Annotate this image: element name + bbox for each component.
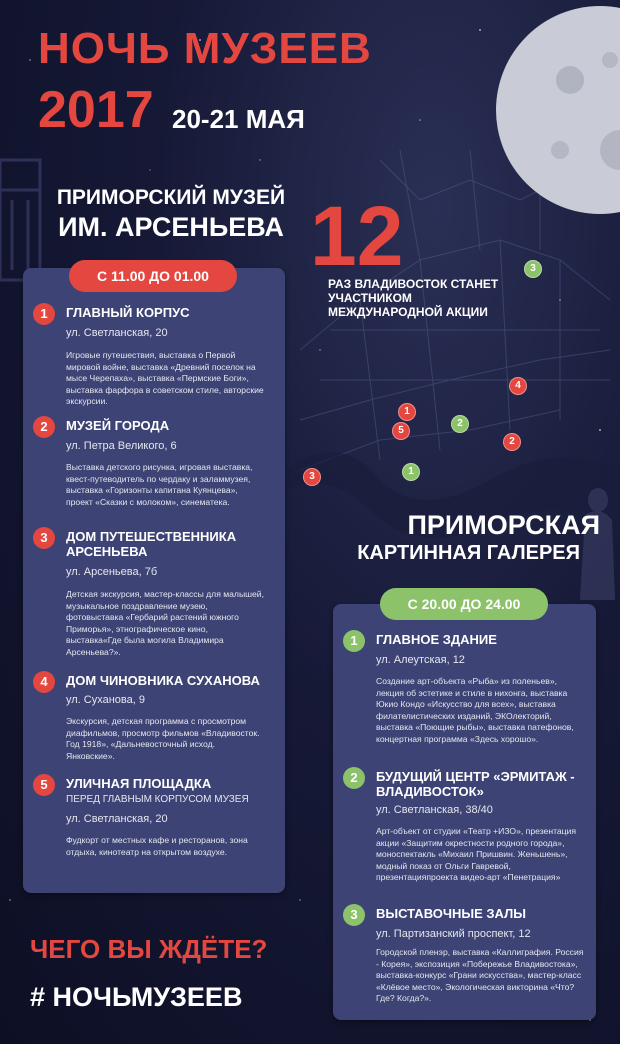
museum-name-line1: ПРИМОРСКИЙ МУЗЕЙ — [56, 186, 286, 209]
museum-item-address: ул. Суханова, 9 — [66, 694, 145, 706]
gallery-name-line1: ПРИМОРСКАЯ — [407, 510, 600, 540]
museum-item-subname: ПЕРЕД ГЛАВНЫМ КОРПУСОМ МУЗЕЯ — [66, 794, 249, 805]
map-marker-red-1[interactable]: 1 — [398, 403, 416, 421]
gallery-item-name: БУДУЩИЙ ЦЕНТР «ЭРМИТАЖ - ВЛАДИВОСТОК» — [376, 769, 575, 799]
gallery-item-number: 1 — [343, 630, 365, 652]
gallery-item-desc: Создание арт-объекта «Рыба» из поленьев», лекция об эстетике и стиле в нихонга, выставка Юкио Кондо «Искусство для всех», выставка филателистических изданий, ЭКОлекторий, выставка «Поющие рыбы», выставка патефонов, концертная программа «Здесь хорошо». — [376, 676, 574, 744]
museum-item-name: УЛИЧНАЯ ПЛОЩАДКА — [66, 776, 212, 791]
museum-item-number: 4 — [33, 671, 55, 693]
map-marker-red-3[interactable]: 3 — [303, 468, 321, 486]
museum-item-address: ул. Светланская, 20 — [66, 813, 168, 825]
footer-hashtag[interactable]: # НОЧЬМУЗЕЕВ — [30, 982, 243, 1012]
museum-item-number: 3 — [33, 527, 55, 549]
event-title: НОЧЬ МУЗЕЕВ — [38, 24, 372, 73]
map-marker-green-3[interactable]: 3 — [524, 260, 542, 278]
gallery-item-desc: Арт-объект от студии «Театр +ИЗО», презентация акции «Защитим окрестности родного города», моноспектакль «Михаил Пришвин. Женьшень», модный показ от Ольги Гавревой, презентацияпроекта видео-арт «Пенетрация» — [376, 826, 577, 882]
gallery-item-name: ВЫСТАВОЧНЫЕ ЗАЛЫ — [376, 906, 526, 921]
museum-item-address: ул. Арсеньева, 7б — [66, 566, 158, 578]
museum-item-name: ДОМ ПУТЕШЕСТВЕННИКА АРСЕНЬЕВА — [66, 529, 237, 559]
gallery-item-address: ул. Алеутская, 12 — [376, 654, 465, 666]
stat-text: РАЗ ВЛАДИВОСТОК СТАНЕТ УЧАСТНИКОМ МЕЖДУНАРОДНОЙ АКЦИИ — [328, 277, 499, 319]
map-marker-red-5[interactable]: 5 — [392, 422, 410, 440]
museum-item-number: 2 — [33, 416, 55, 438]
event-dates: 20-21 МАЯ — [172, 104, 305, 134]
gallery-item-number: 3 — [343, 904, 365, 926]
map-marker-green-1[interactable]: 1 — [402, 463, 420, 481]
stat-number: 12 — [310, 189, 404, 283]
museum-item-number: 5 — [33, 774, 55, 796]
museum-item-desc: Выставка детского рисунка, игровая выставка, квест-путеводитель по чердаку и заламмузея, выставка «Горизонты капитана Куянцева», проект «Сказки с молоком», синематека. — [66, 462, 253, 507]
museum-item-number: 1 — [33, 303, 55, 325]
museum-item-name: ДОМ ЧИНОВНИКА СУХАНОВА — [66, 673, 260, 688]
museum-item-desc: Детская экскурсия, мастер-классы для малышей, музыкальное поздравление музею, фотовыставка «Гербарий растений южного Приморья», этнографическое кино, выставка«Где была могила Владимира Арсеньева?». — [66, 589, 264, 657]
museum-hours-badge: С 11.00 ДО 01.00 — [69, 260, 237, 292]
footer-question: ЧЕГО ВЫ ЖДЁТЕ? — [30, 934, 268, 964]
museum-item-name: ГЛАВНЫЙ КОРПУС — [66, 305, 190, 320]
map-marker-red-2[interactable]: 2 — [503, 433, 521, 451]
map-marker-green-2[interactable]: 2 — [451, 415, 469, 433]
gallery-item-address: ул. Светланская, 38/40 — [376, 804, 493, 816]
gallery-name-line2: КАРТИННАЯ ГАЛЕРЕЯ — [357, 542, 580, 564]
museum-item-name: МУЗЕЙ ГОРОДА — [66, 418, 170, 433]
gallery-item-name: ГЛАВНОЕ ЗДАНИЕ — [376, 632, 497, 647]
gallery-hours-badge: С 20.00 ДО 24.00 — [380, 588, 548, 620]
museum-item-address: ул. Петра Великого, 6 — [66, 440, 177, 452]
map-marker-red-4[interactable]: 4 — [509, 377, 527, 395]
gallery-item-desc: Городской пленэр, выставка «Каллиграфия. Россия - Корея», экспозиция «Побережье Владивостока», выставка-конкурс «Грани искусства», мастер-класс «Клёвое место», Экологическая викторина «Что? Где? Когда?». — [376, 947, 584, 1003]
museum-item-desc: Игровые путешествия, выставка о Первой мировой войне, выставка «Древний поселок на мысе Черепаха», выставка «Пермские Боги», выставка фарфора в советском стиле, авторские экскурсии. — [66, 350, 264, 406]
museum-item-address: ул. Светланская, 20 — [66, 327, 168, 339]
museum-item-desc: Фудкорт от местных кафе и ресторанов, зона отдыха, кинотеатр на открытом воздухе. — [66, 835, 248, 857]
event-year: 2017 — [38, 81, 154, 139]
gallery-item-number: 2 — [343, 767, 365, 789]
museum-name-line2: ИМ. АРСЕНЬЕВА — [58, 212, 284, 242]
museum-item-desc: Экскурсия, детская программа с просмотром диафильмов, просмотр фильмов «Владивосток. Год 1918», «Дальневосточный исход. Янковские». — [66, 716, 260, 761]
gallery-item-address: ул. Партизанский проспект, 12 — [376, 928, 531, 940]
